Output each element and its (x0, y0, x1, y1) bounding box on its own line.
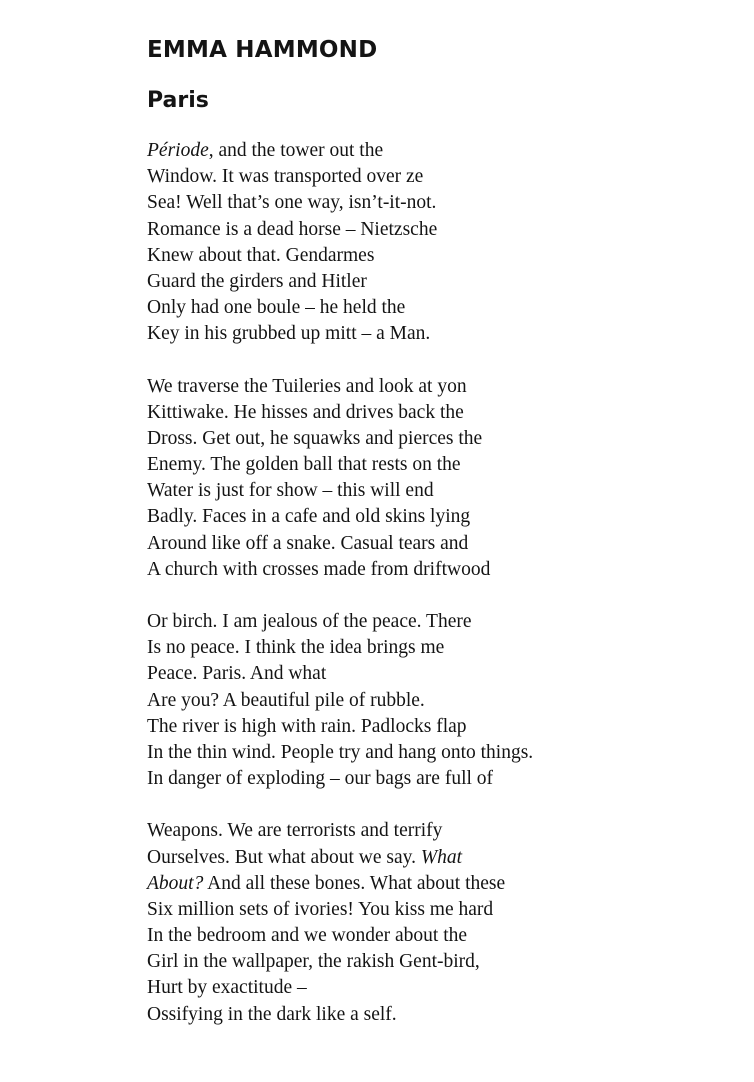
poem-line (147, 243, 747, 269)
poem-line-text: Around like off a snake. Casual tears and (147, 532, 469, 554)
poem-line-text: And all these bones. What about these (203, 872, 506, 894)
poem-body (147, 138, 747, 1028)
poem-line-text: Dross. Get out, he squawks and pierces the (147, 427, 483, 449)
poem-line-text: In danger of exploding – our bags are full of (147, 768, 494, 790)
author-name: EMMA HAMMOND (147, 37, 378, 63)
poem-line (147, 871, 747, 897)
poem-stanza (147, 818, 747, 1028)
poem-page (147, 34, 747, 1054)
poem-line (147, 452, 747, 478)
poem-line (147, 504, 747, 530)
poem-line-text: , and the tower out the (208, 140, 384, 161)
poem-line (147, 557, 747, 583)
poem-line (147, 374, 747, 400)
poem-line-text: Enemy. The golden ball that rests on the (147, 454, 461, 476)
poem-line (147, 295, 747, 321)
poem-line (147, 400, 747, 426)
poem-line-italic-text: About? (147, 872, 204, 894)
poem-line-text: Guard the girders and Hitler (147, 270, 367, 292)
poem-line-text: Are you? A beautiful pile of rubble. (147, 689, 425, 711)
poem-line-text: Romance is a dead horse – Nietzsche (147, 218, 438, 240)
poem-line-text: Kittiwake. He hisses and drives back the (147, 401, 464, 423)
poem-title: Paris (147, 88, 209, 113)
poem-stanza (147, 609, 747, 792)
poem-line-text: In the bedroom and we wonder about the (147, 925, 468, 947)
poem-line-text: Badly. Faces in a cafe and old skins lying (147, 506, 471, 528)
poem-line-text: Key in his grubbed up mitt – a Man. (147, 323, 431, 345)
poem-line (147, 138, 747, 164)
poem-line (147, 714, 747, 740)
poem-line (147, 609, 747, 635)
poem-line (147, 661, 747, 687)
poem-line-text: Water is just for show – this will end (147, 480, 434, 502)
poem-line (147, 164, 747, 190)
poem-line-text: In the thin wind. People try and hang onto things. (147, 741, 534, 763)
poem-line-italic-text: Période (147, 140, 209, 161)
poem-line-text: Six million sets of ivories! You kiss me hard (147, 898, 494, 920)
poem-line (147, 426, 747, 452)
poem-line-text: Ourselves. But what about we say. (147, 846, 421, 868)
poem-line (147, 688, 747, 714)
poem-line (147, 190, 747, 216)
poem-line-text: Sea! Well that’s one way, isn’t-it-not. (147, 192, 437, 214)
poem-line-text: Window. It was transported over ze (147, 166, 424, 188)
poem-line-text: We traverse the Tuileries and look at yon (147, 375, 467, 397)
poem-line (147, 635, 747, 661)
poem-line-text: Weapons. We are terrorists and terrify (147, 820, 443, 842)
poem-line (147, 845, 747, 871)
poem-line-text: The river is high with rain. Padlocks flap (147, 715, 467, 737)
poem-line (147, 321, 747, 347)
poem-line-text: Peace. Paris. And what (147, 663, 327, 685)
poem-line (147, 766, 747, 792)
poem-line-text: A church with crosses made from driftwood (147, 558, 491, 580)
poem-line-text: Hurt by exactitude – (147, 977, 307, 999)
poem-line (147, 818, 747, 844)
poem-line (147, 923, 747, 949)
poem-line (147, 740, 747, 766)
poem-line-text: Ossifying in the dark like a self. (147, 1003, 397, 1025)
poem-line (147, 531, 747, 557)
poem-line-text: Or birch. I am jealous of the peace. There (147, 611, 472, 632)
poem-line (147, 975, 747, 1001)
poem-line-text: Girl in the wallpaper, the rakish Gent-bird, (147, 951, 480, 973)
poem-line-italic-text: What (420, 846, 463, 868)
poem-line (147, 217, 747, 243)
poem-line (147, 897, 747, 923)
poem-line-text: Knew about that. Gendarmes (147, 244, 375, 266)
poem-line (147, 1002, 747, 1028)
poem-line (147, 949, 747, 975)
poem-line-text: Only had one boule – he held the (147, 297, 406, 319)
poem-line-text: Is no peace. I think the idea brings me (147, 637, 445, 659)
poem-stanza (147, 138, 747, 348)
poem-line (147, 478, 747, 504)
poem-line (147, 269, 747, 295)
poem-stanza (147, 374, 747, 584)
